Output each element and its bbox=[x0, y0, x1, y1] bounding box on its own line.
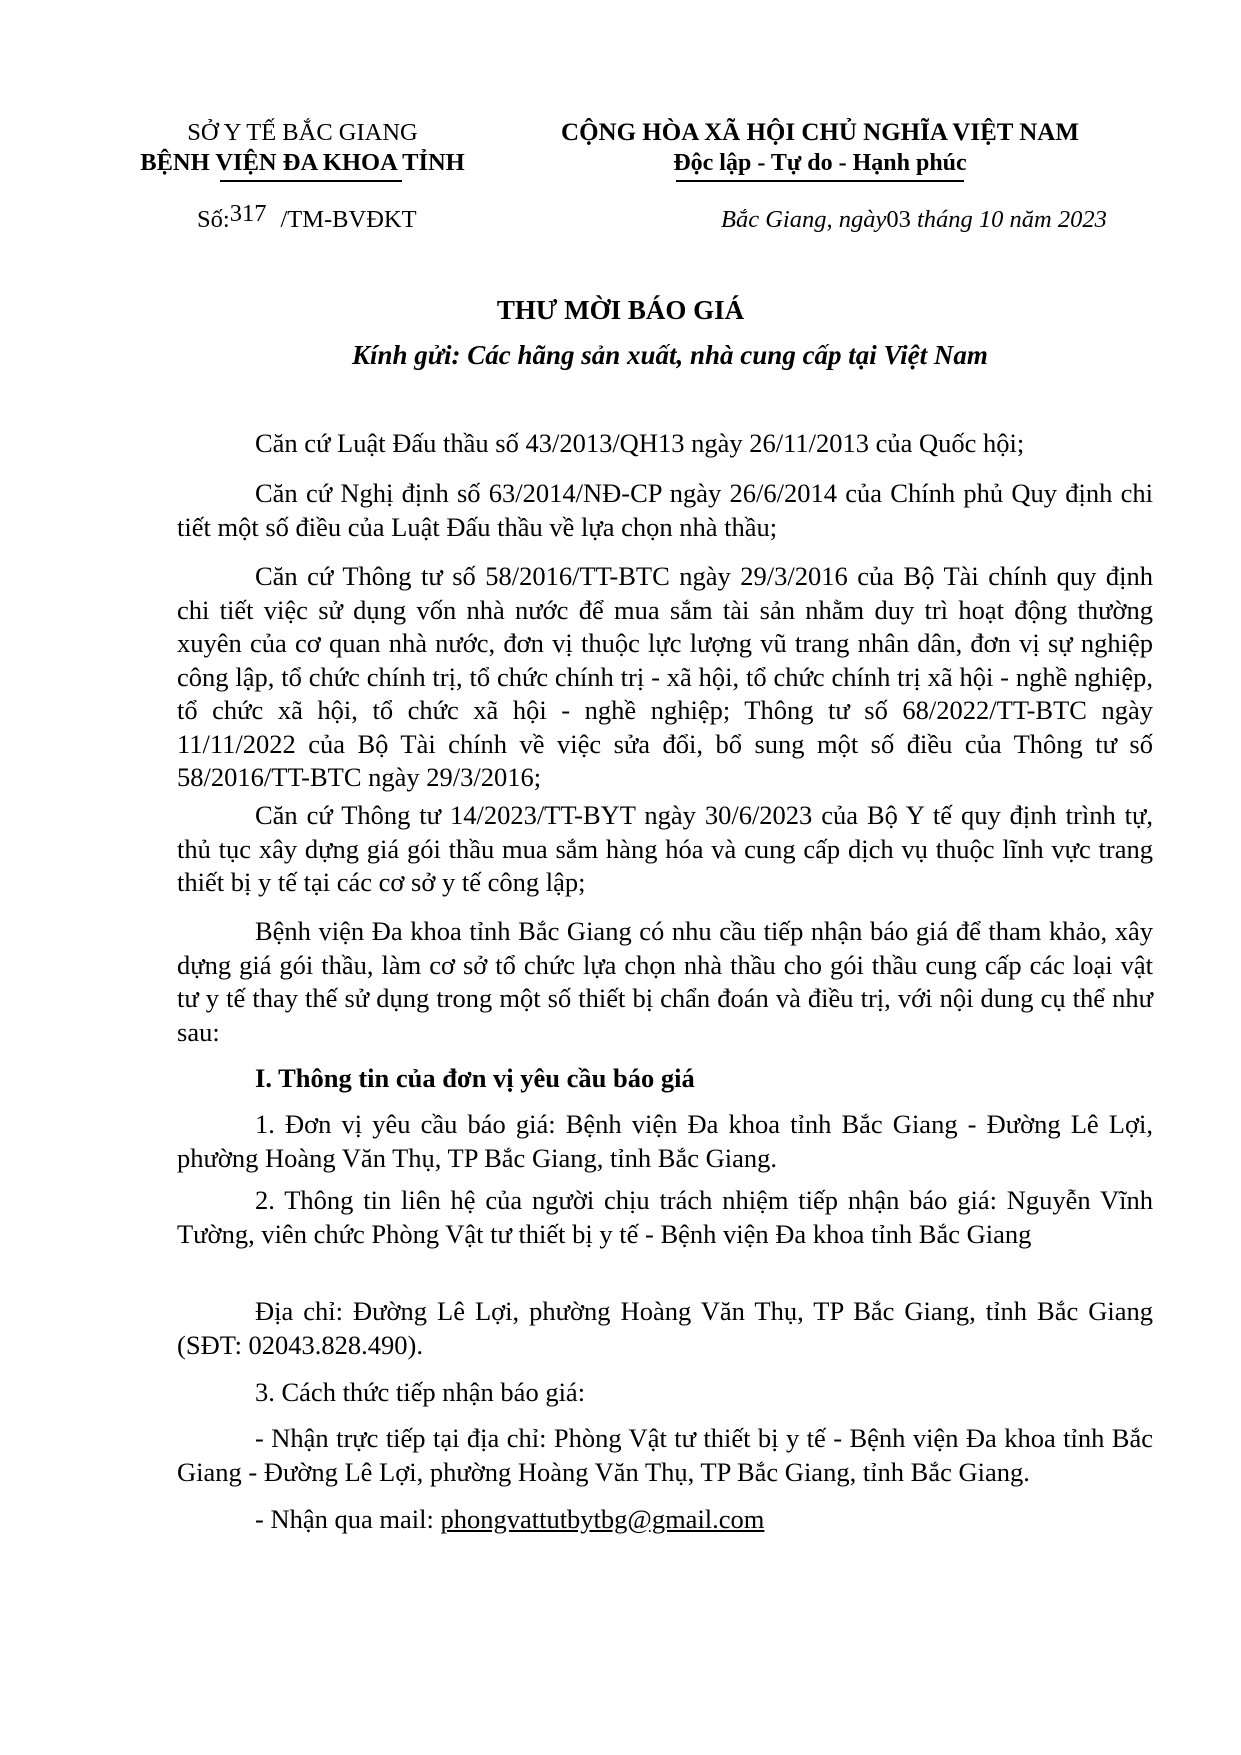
hospital-name: BỆNH VIỆN ĐA KHOA TỈNH bbox=[140, 149, 465, 176]
country-name: CỘNG HÒA XÃ HỘI CHỦ NGHĨA VIỆT NAM bbox=[561, 119, 1079, 146]
legal-basis-4: Căn cứ Thông tư 14/2023/TT-BYT ngày 30/6/2023 của Bộ Y tế quy định trình tự, thủ tục xây dựng giá gói thầu mua sắm hàng hóa và cung cấp dịch vụ thuộc lĩnh vực trang thiết bị y tế tại các cơ sở y tế công lập; bbox=[177, 800, 1153, 897]
request-purpose: Bệnh viện Đa khoa tỉnh Bắc Giang có nhu cầu tiếp nhận báo giá để tham khảo, xây dựng giá gói thầu, làm cơ sở tổ chức lựa chọn nhà thầu cho gói thầu cung cấp các loại vật tư y tế thay thế sử dụng trong một số thiết bị chẩn đoán và điều trị, với nội dung cụ thể như sau: bbox=[177, 916, 1153, 1047]
document-number bbox=[197, 200, 417, 235]
section-1-item-3: 3. Cách thức tiếp nhận báo giá: bbox=[255, 1377, 586, 1407]
section-1-item-2: 2. Thông tin liên hệ của người chịu trách nhiệm tiếp nhận báo giá: Nguyễn Vĩnh Tường, viên chức Phòng Vật tư thiết bị y tế - Bệnh viện Đa khoa tỉnh Bắc Giang bbox=[177, 1185, 1153, 1249]
recipient-line: Kính gửi: Các hãng sản xuất, nhà cung cấp tại Việt Nam bbox=[352, 340, 988, 370]
legal-basis-1: Căn cứ Luật Đấu thầu số 43/2013/QH13 ngày 26/11/2013 của Quốc hội; bbox=[255, 428, 1025, 458]
number-value: 317 bbox=[229, 200, 267, 227]
number-label: Số: bbox=[197, 206, 230, 233]
legal-basis-2: Căn cứ Nghị định số 63/2014/NĐ-CP ngày 26/6/2014 của Chính phủ Quy định chi tiết một số điều của Luật Đấu thầu về lựa chọn nhà thầu; bbox=[177, 478, 1153, 542]
motto: Độc lập - Tự do - Hạnh phúc bbox=[673, 150, 967, 176]
issuer-underline bbox=[220, 180, 402, 182]
section-1-item-3a: - Nhận trực tiếp tại địa chỉ: Phòng Vật tư thiết bị y tế - Bệnh viện Đa khoa tỉnh Bắc Giang - Đường Lê Lợi, phường Hoàng Văn Thụ, TP Bắc Giang, tỉnh Bắc Giang. bbox=[177, 1423, 1153, 1487]
number-suffix: /TM-BVĐKT bbox=[280, 206, 417, 233]
date-day: 03 bbox=[886, 206, 911, 233]
date-rest: tháng 10 năm 2023 bbox=[910, 206, 1107, 233]
section-1-item-3b bbox=[177, 1503, 1153, 1537]
page-title: THƯ MỜI BÁO GIÁ bbox=[496, 295, 745, 325]
date-prefix: Bắc Giang, ngày bbox=[721, 206, 887, 233]
motto-underline bbox=[676, 180, 964, 182]
date-line bbox=[721, 205, 1107, 235]
section-1-heading: I. Thông tin của đơn vị yêu cầu báo giá bbox=[255, 1063, 695, 1093]
email-prefix: - Nhận qua mail: bbox=[255, 1504, 441, 1534]
section-1-item-1: 1. Đơn vị yêu cầu báo giá: Bệnh viện Đa khoa tỉnh Bắc Giang - Đường Lê Lợi, phường Hoàng Văn Thụ, TP Bắc Giang, tỉnh Bắc Giang. bbox=[177, 1109, 1153, 1173]
national-motto-block bbox=[540, 118, 1100, 178]
section-1-address: Địa chỉ: Đường Lê Lợi, phường Hoàng Văn Thụ, TP Bắc Giang, tỉnh Bắc Giang (SĐT: 02043.828.490). bbox=[177, 1296, 1153, 1360]
legal-basis-3: Căn cứ Thông tư số 58/2016/TT-BTC ngày 29/3/2016 của Bộ Tài chính quy định chi tiết việc sử dụng vốn nhà nước để mua sắm tài sản nhằm duy trì hoạt động thường xuyên của cơ quan nhà nước, đơn vị thuộc lực lượng vũ trang nhân dân, đơn vị sự nghiệp công lập, tổ chức chính trị, tổ chức chính trị - xã hội, tổ chức chính trị xã hội - nghề nghiệp, tổ chức xã hội, tổ chức xã hội - nghề nghiệp; Thông tư số 68/2022/TT-BTC ngày 11/11/2022 của Bộ Tài chính về việc sửa đổi, bổ sung một số điều của Thông tư số 58/2016/TT-BTC ngày 29/3/2016; bbox=[177, 561, 1153, 792]
department-name: SỞ Y TẾ BẮC GIANG bbox=[187, 119, 418, 146]
email-link[interactable]: phongvattutbytbg@gmail.com bbox=[440, 1504, 765, 1534]
issuer-block bbox=[120, 118, 485, 178]
